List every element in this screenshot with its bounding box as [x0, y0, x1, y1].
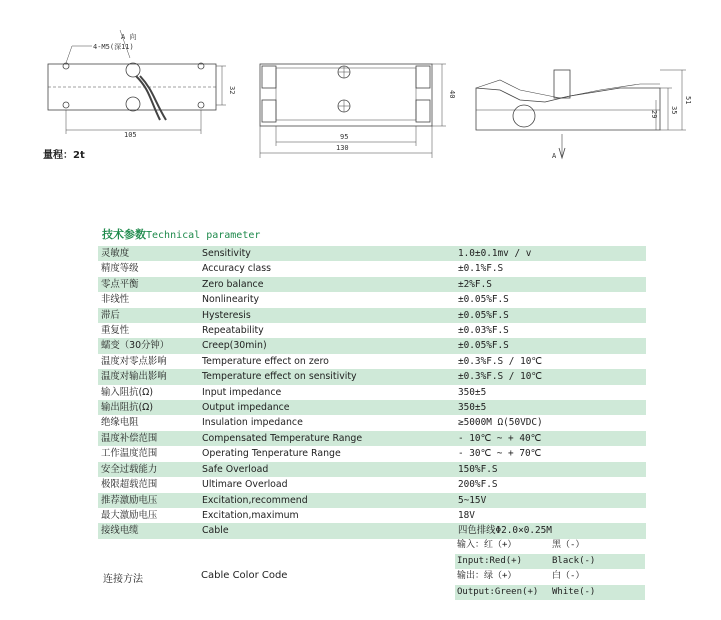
- param-name-cn: 输出阻抗(Ω): [98, 400, 202, 415]
- param-name-en: Cable: [202, 523, 458, 538]
- param-row: [98, 523, 646, 538]
- param-name-en: Temperature effect on zero: [202, 354, 458, 369]
- dim-top-height: 40: [448, 90, 456, 99]
- param-name-cn: 绝缘电阻: [98, 415, 202, 430]
- param-name-en: Excitation,maximum: [202, 508, 458, 523]
- param-row: [98, 462, 646, 477]
- param-row: [98, 292, 646, 307]
- param-name-cn: 滞后: [98, 308, 202, 323]
- capacity-label: 量程：2t: [43, 150, 85, 161]
- section-title-cn: 技术参数: [102, 228, 146, 241]
- param-name-en: Excitation,recommend: [202, 493, 458, 508]
- param-name-cn: 非线性: [98, 292, 202, 307]
- param-row: [98, 338, 646, 353]
- param-name-en: Insulation impedance: [202, 415, 458, 430]
- section-title: [102, 226, 260, 242]
- param-name-en: Ultimare Overload: [202, 477, 458, 492]
- cable-wire-positive: 输入：红（+）: [457, 540, 517, 550]
- param-name-cn: 温度补偿范围: [98, 431, 202, 446]
- param-value: 1.0±0.1mv / v: [458, 246, 646, 261]
- param-name-en: Output impedance: [202, 400, 458, 415]
- param-name-cn: 零点平衡: [98, 277, 202, 292]
- cable-wire-negative: 白（-）: [552, 571, 585, 582]
- cable-wire-negative: Black(-): [552, 555, 596, 566]
- param-name-cn: 安全过载能力: [98, 462, 202, 477]
- param-name-en: Nonlinearity: [202, 292, 458, 307]
- param-row: [98, 415, 646, 430]
- cable-wire-positive: 输出：绿（+）: [457, 571, 517, 582]
- cable-wire-positive: Output:Green(+): [457, 586, 539, 597]
- dim-front-height: 32: [228, 86, 236, 95]
- cable-row: [455, 554, 645, 570]
- param-value: ±0.3%F.S / 10℃: [458, 369, 646, 384]
- param-value: ±0.05%F.S: [458, 338, 646, 353]
- param-name-cn: 温度对零点影响: [98, 354, 202, 369]
- param-name-en: Hysteresis: [202, 308, 458, 323]
- param-value: 200%F.S: [458, 477, 646, 492]
- param-row: [98, 354, 646, 369]
- param-name-en: Accuracy class: [202, 261, 458, 276]
- side-view-bore: [513, 105, 535, 127]
- param-name-en: Operating Tenperature Range: [202, 446, 458, 461]
- cable-row: [455, 585, 645, 601]
- view-label: A 向: [121, 33, 137, 41]
- param-row: [98, 493, 646, 508]
- dim-top-inner: 95: [340, 133, 349, 141]
- param-value: 150%F.S: [458, 462, 646, 477]
- param-name-en: Creep(30min): [202, 338, 458, 353]
- thread-note: 4-M5(深11): [93, 43, 134, 51]
- param-name-cn: 输入阻抗(Ω): [98, 385, 202, 400]
- mount-hole: [63, 102, 69, 108]
- param-name-en: Input impedance: [202, 385, 458, 400]
- top-view-body: [260, 64, 432, 126]
- param-name-cn: 极限超载范围: [98, 477, 202, 492]
- param-name-cn: 推荐激励电压: [98, 493, 202, 508]
- param-row: [98, 400, 646, 415]
- param-value: - 10℃ ~ + 40℃: [458, 431, 646, 446]
- param-row: [98, 323, 646, 338]
- cable-outline: [136, 76, 160, 120]
- cable-wire-negative: White(-): [552, 586, 596, 597]
- param-name-en: Sensitivity: [202, 246, 458, 261]
- param-row: [98, 431, 646, 446]
- connection-label-en: Cable Color Code: [201, 570, 288, 581]
- param-row: [98, 477, 646, 492]
- load-hole: [126, 63, 140, 77]
- side-view-body: [476, 88, 660, 130]
- param-value: 350±5: [458, 385, 646, 400]
- param-name-cn: 精度等级: [98, 261, 202, 276]
- param-value: 5~15V: [458, 493, 646, 508]
- section-title-en: Technical parameter: [146, 230, 261, 241]
- technical-drawings: [0, 0, 721, 200]
- param-name-cn: 蠕变（30分钟）: [98, 338, 202, 353]
- dim-side-small: 29: [650, 110, 658, 119]
- dim-side-inner: 35: [670, 106, 678, 115]
- parameter-table: [98, 246, 646, 539]
- param-value: ≥5000M Ω(50VDC): [458, 415, 646, 430]
- param-row: [98, 308, 646, 323]
- connection-label-cn: 连接方法: [103, 574, 143, 585]
- param-row: [98, 369, 646, 384]
- param-name-en: Temperature effect on sensitivity: [202, 369, 458, 384]
- param-name-en: Compensated Temperature Range: [202, 431, 458, 446]
- dim-top-outer: 130: [336, 144, 349, 152]
- param-name-cn: 灵敏度: [98, 246, 202, 261]
- param-row: [98, 508, 646, 523]
- param-value: ±0.05%F.S: [458, 292, 646, 307]
- side-arrow-label: A: [552, 152, 557, 160]
- cable-row: [455, 538, 645, 554]
- dim-side-outer: 51: [684, 96, 692, 105]
- param-row: [98, 261, 646, 276]
- param-value: ±2%F.S: [458, 277, 646, 292]
- param-value: ±0.05%F.S: [458, 308, 646, 323]
- param-row: [98, 446, 646, 461]
- param-name-en: Safe Overload: [202, 462, 458, 477]
- param-name-cn: 最大激励电压: [98, 508, 202, 523]
- param-value: ±0.1%F.S: [458, 261, 646, 276]
- param-value: 18V: [458, 508, 646, 523]
- param-name-cn: 接线电缆: [98, 523, 202, 538]
- param-row: [98, 385, 646, 400]
- dim-front-width: 105: [124, 131, 137, 139]
- param-value: - 30℃ ~ + 70℃: [458, 446, 646, 461]
- param-name-cn: 工作温度范围: [98, 446, 202, 461]
- param-name-en: Repeatability: [202, 323, 458, 338]
- param-name-en: Zero balance: [202, 277, 458, 292]
- param-name-cn: 温度对输出影响: [98, 369, 202, 384]
- param-row: [98, 277, 646, 292]
- param-value: 350±5: [458, 400, 646, 415]
- cable-wire-positive: Input:Red(+): [457, 555, 523, 566]
- cable-wire-negative: 黑（-）: [552, 540, 585, 550]
- param-value: ±0.03%F.S: [458, 323, 646, 338]
- param-value: 四色排线Φ2.0×0.25M: [458, 523, 646, 538]
- mount-hole: [198, 102, 204, 108]
- param-name-cn: 重复性: [98, 323, 202, 338]
- cable-row: [455, 569, 645, 585]
- cable-color-code: [455, 538, 645, 600]
- load-hole: [126, 97, 140, 111]
- param-value: ±0.3%F.S / 10℃: [458, 354, 646, 369]
- param-row: [98, 246, 646, 261]
